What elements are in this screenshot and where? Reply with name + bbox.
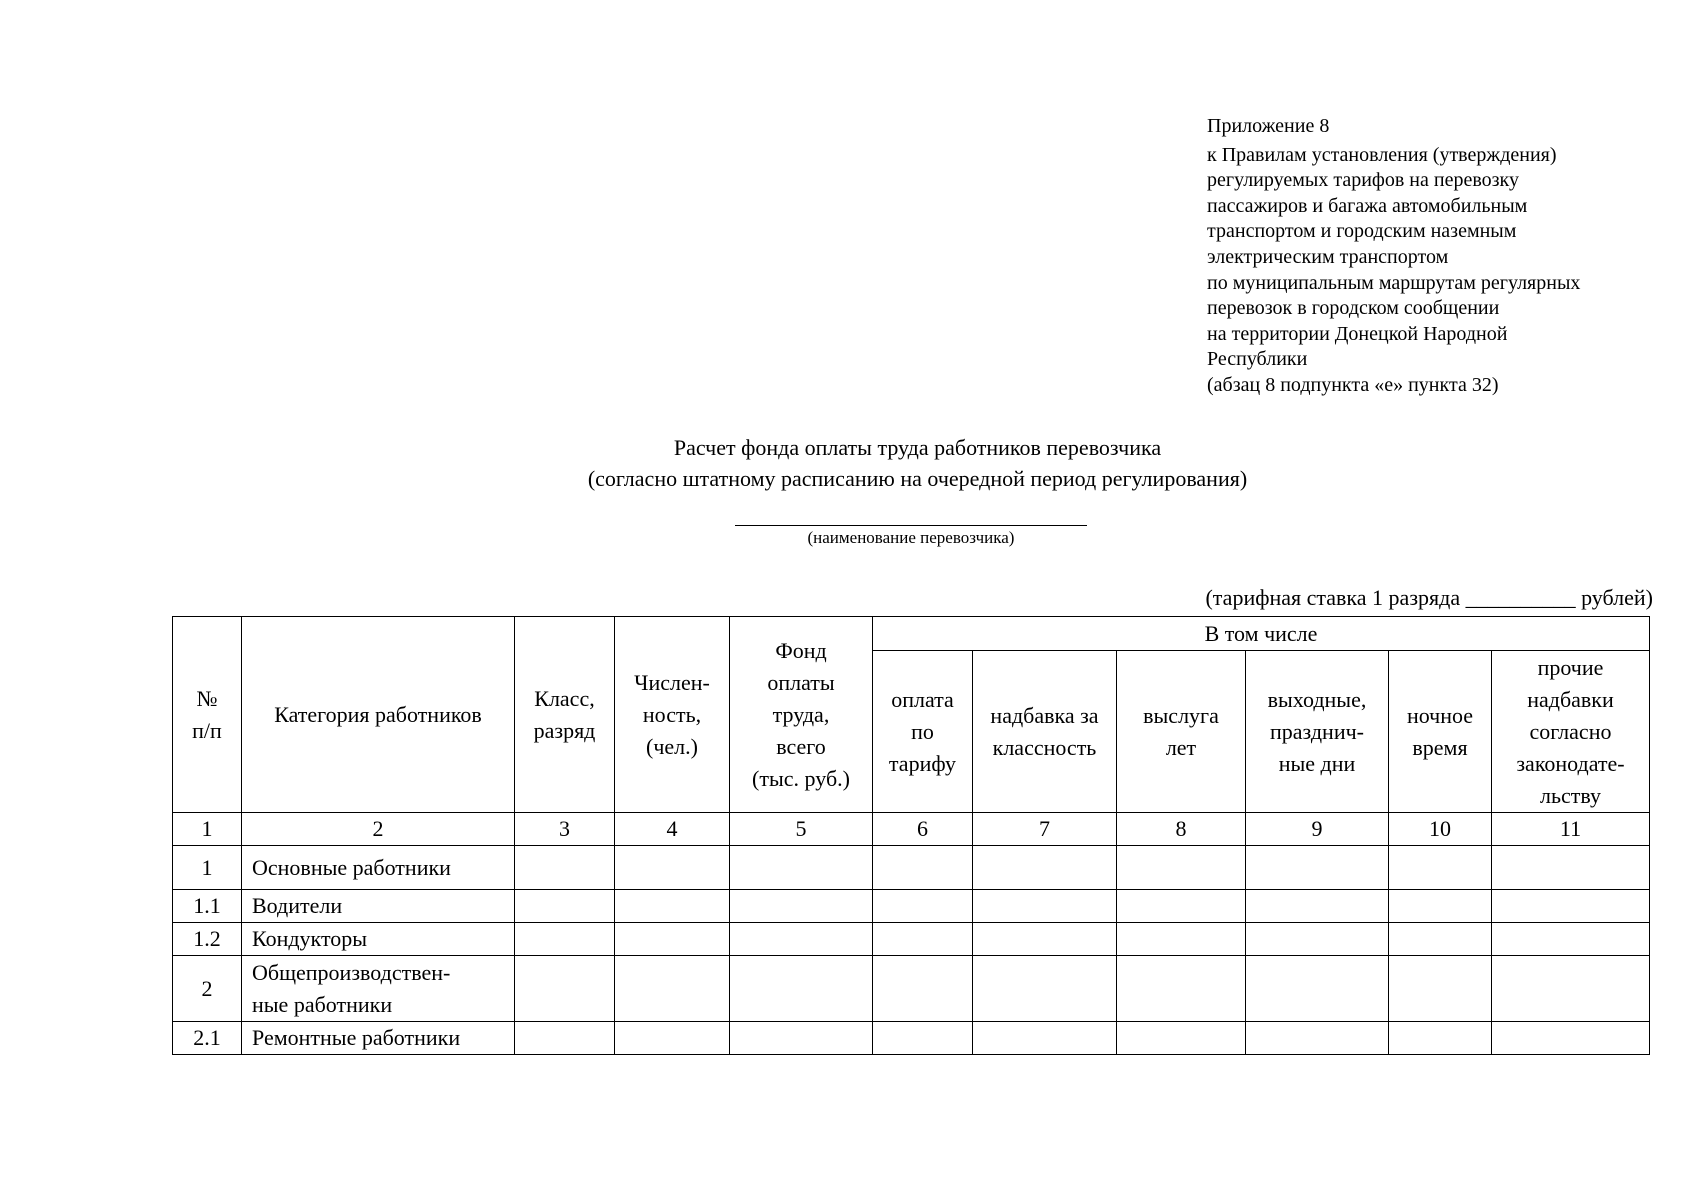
empty-cell [1246,846,1389,890]
empty-cell [515,846,615,890]
header-row-number: № п/п [173,617,242,813]
empty-cell [1246,890,1389,923]
column-number: 11 [1492,813,1650,846]
annex-line: регулируемых тарифов на перевозку [1207,169,1519,192]
annex-line: (абзац 8 подпункта «е» пункта 32) [1207,373,1499,396]
empty-cell [1246,956,1389,1022]
empty-cell [1117,956,1246,1022]
table-row [173,923,1650,956]
empty-cell [515,890,615,923]
empty-cell [615,846,730,890]
table-row [173,890,1650,923]
empty-cell [1389,846,1492,890]
column-number: 9 [1246,813,1389,846]
header-night-time: ночное время [1389,651,1492,813]
annex-line: Республики [1207,348,1308,371]
annex-line: перевозок в городском сообщении [1207,297,1500,320]
column-number: 2 [242,813,515,846]
empty-cell [1117,923,1246,956]
empty-cell [730,890,873,923]
annex-line: электрическим транспортом [1207,245,1449,268]
header-tariff-pay: оплата по тарифу [873,651,973,813]
header-payroll-fund: Фонд оплаты труда, всего (тыс. руб.) [730,617,873,813]
empty-cell [1492,890,1650,923]
empty-cell [615,956,730,1022]
empty-cell [1389,956,1492,1022]
row-category: Кондукторы [242,923,515,956]
payroll-table [172,616,1650,1055]
empty-cell [615,1022,730,1055]
empty-cell [515,923,615,956]
empty-cell [730,956,873,1022]
empty-cell [1389,1022,1492,1055]
row-category: Водители [242,890,515,923]
empty-cell [1492,1022,1650,1055]
header-other-bonuses: прочие надбавки согласно законодате- льству [1492,651,1650,813]
table-row [173,956,1650,1022]
column-number: 5 [730,813,873,846]
column-number: 6 [873,813,973,846]
header-holidays: выходные, празднич- ные дни [1246,651,1389,813]
empty-cell [873,890,973,923]
table-header-row-1 [173,617,1650,651]
annex-line: пассажиров и багажа автомобильным [1207,194,1528,217]
empty-cell [973,1022,1117,1055]
empty-cell [1246,923,1389,956]
row-number: 1.1 [173,890,242,923]
empty-cell [873,956,973,1022]
row-number: 2.1 [173,1022,242,1055]
empty-cell [1492,846,1650,890]
row-category: Ремонтные работники [242,1022,515,1055]
row-number: 2 [173,956,242,1022]
document-title [400,432,1435,494]
empty-cell [1117,890,1246,923]
document-title-line-2: (согласно штатному расписанию на очередной период регулирования) [587,466,1248,491]
empty-cell [515,956,615,1022]
row-category: Общепроизводствен- ные работники [242,956,515,1022]
empty-cell [615,890,730,923]
empty-cell [615,923,730,956]
table-row [173,846,1650,890]
carrier-name-caption: (наименование перевозчика) [807,528,1015,547]
header-seniority: выслуга лет [1117,651,1246,813]
carrier-name-underline [735,525,1087,526]
empty-cell [1492,956,1650,1022]
column-number: 10 [1389,813,1492,846]
empty-cell [515,1022,615,1055]
column-number: 8 [1117,813,1246,846]
empty-cell [1246,1022,1389,1055]
annex-line: на территории Донецкой Народной [1207,322,1508,345]
empty-cell [730,846,873,890]
row-number: 1 [173,846,242,890]
annex-line: к Правилам установления (утверждения) [1207,143,1557,166]
empty-cell [973,890,1117,923]
annex-title: Приложение 8 [1207,115,1330,137]
annex-line: по муниципальным маршрутам регулярных [1207,271,1581,294]
empty-cell [1492,923,1650,956]
column-number: 7 [973,813,1117,846]
empty-cell [730,1022,873,1055]
row-category: Основные работники [242,846,515,890]
tariff-rate-note: (тарифная ставка 1 разряда __________ рублей) [1205,585,1653,610]
annex-block [1207,114,1677,399]
document-title-line-1: Расчет фонда оплаты труда работников перевозчика [673,435,1162,460]
column-number: 4 [615,813,730,846]
row-number: 1.2 [173,923,242,956]
header-class-bonus: надбавка за классность [973,651,1117,813]
empty-cell [973,846,1117,890]
column-number: 3 [515,813,615,846]
empty-cell [973,956,1117,1022]
header-including-group: В том числе [873,617,1650,651]
empty-cell [873,923,973,956]
empty-cell [873,846,973,890]
column-number: 1 [173,813,242,846]
header-category: Категория работников [242,617,515,813]
header-class-grade: Класс, разряд [515,617,615,813]
column-number-row [173,813,1650,846]
empty-cell [1389,890,1492,923]
empty-cell [1117,1022,1246,1055]
header-headcount: Числен- ность, (чел.) [615,617,730,813]
annex-line: транспортом и городским наземным [1207,220,1517,243]
empty-cell [1389,923,1492,956]
empty-cell [873,1022,973,1055]
empty-cell [730,923,873,956]
table-row [173,1022,1650,1055]
empty-cell [1117,846,1246,890]
empty-cell [973,923,1117,956]
